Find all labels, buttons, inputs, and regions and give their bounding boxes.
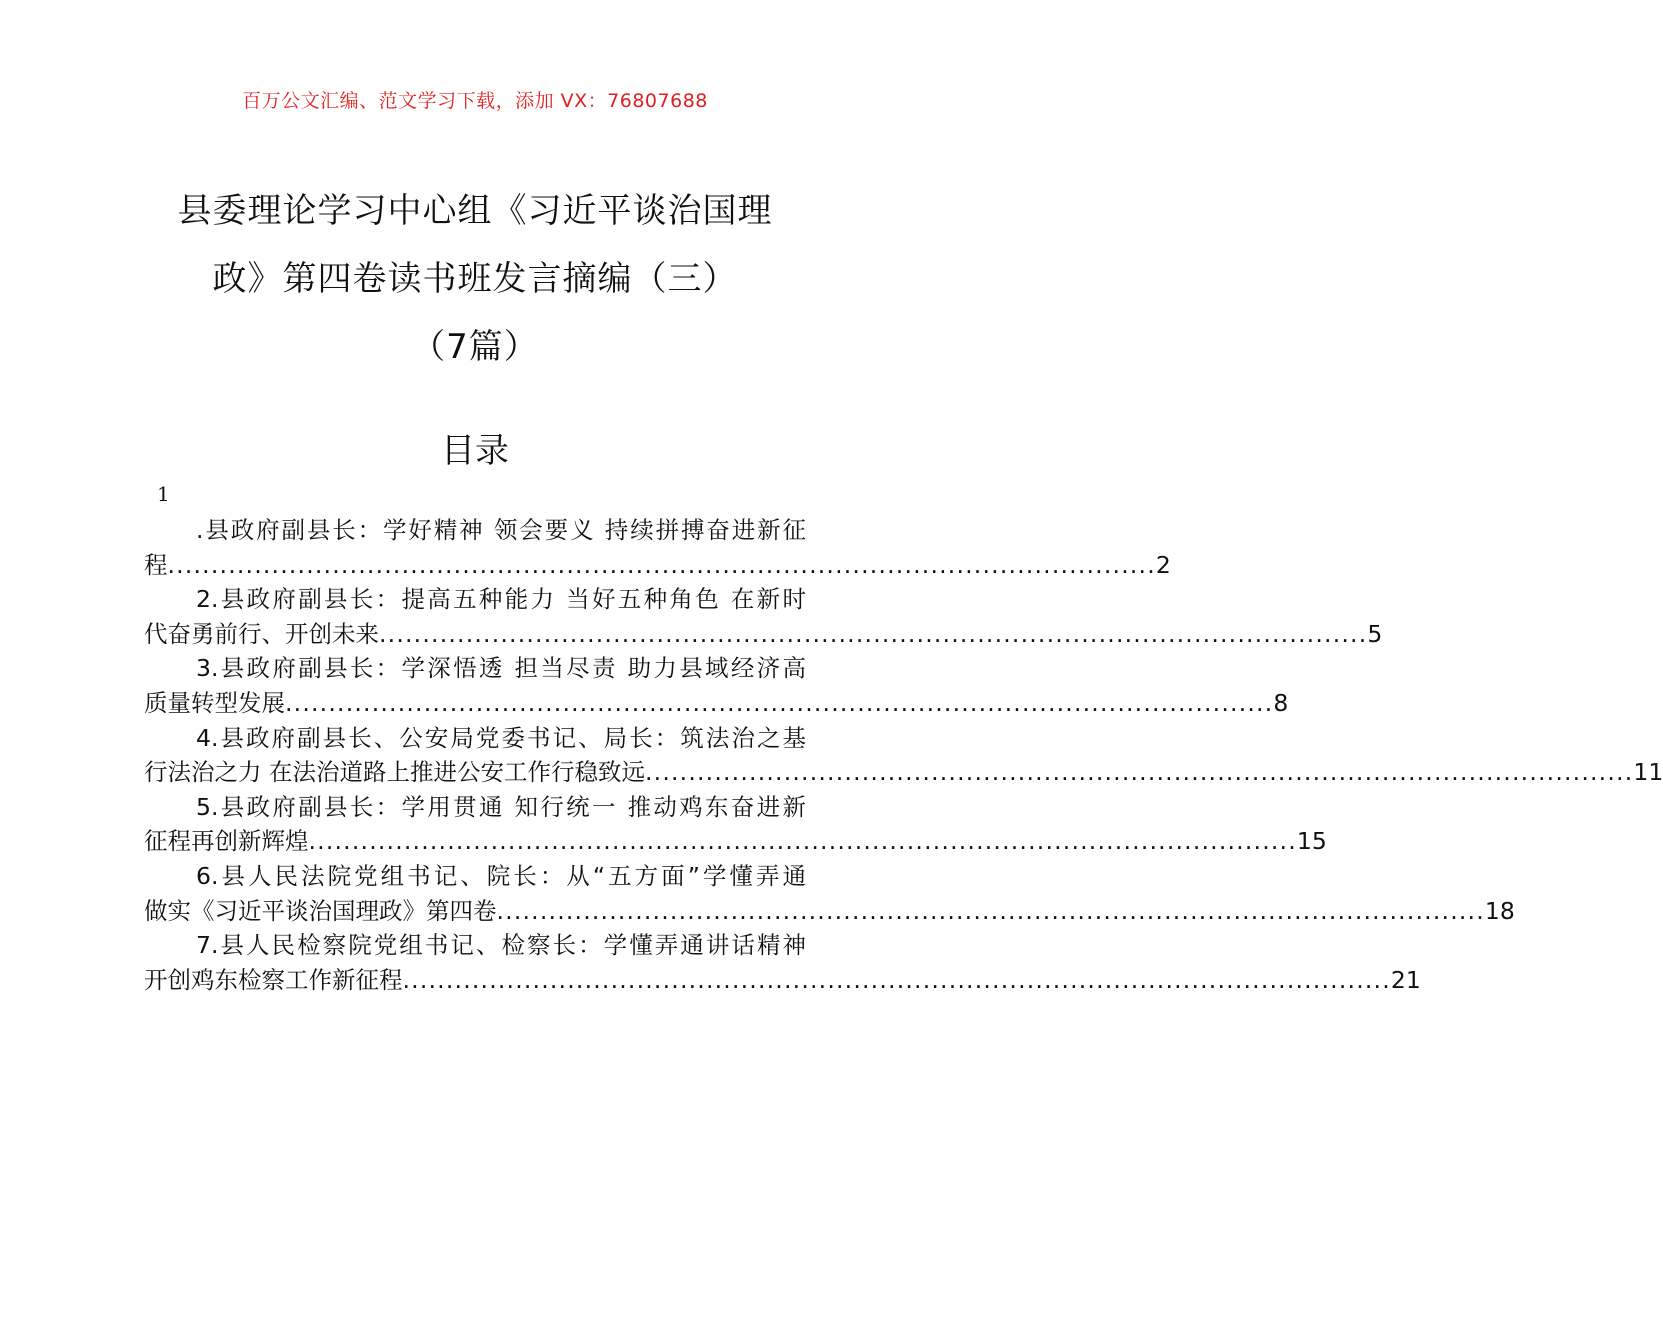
toc-entry-title-cont: 做实《习近平谈治国理政》第四卷 xyxy=(144,896,497,925)
dot-leader: .................................................................................................................. xyxy=(308,827,1297,856)
toc-entry-4[interactable] xyxy=(144,721,1663,790)
toc-page-number: 18 xyxy=(1484,896,1515,925)
toc-entry-continuation xyxy=(144,617,1383,652)
toc-entry-6[interactable] xyxy=(144,859,1515,928)
toc-entry-title: .县政府副县长：学好精神 领会要义 持续拼搏奋进新征 xyxy=(196,516,806,544)
toc-entry-continuation xyxy=(144,548,1171,583)
toc-entry-title: 7.县人民检察院党组书记、检察长：学懂弄通讲话精神 xyxy=(196,931,806,960)
toc-entry-7[interactable] xyxy=(144,928,1421,997)
toc-entry-5[interactable] xyxy=(144,790,1327,859)
toc-entry-title: 6.县人民法院党组书记、院长：从“五方面”学懂弄通 xyxy=(196,861,806,890)
document-title-line-2: 政》第四卷读书班发言摘编（三） xyxy=(212,259,738,299)
toc-entry-title-cont: 质量转型发展 xyxy=(144,688,285,717)
toc-stray-number: 1 xyxy=(157,482,170,506)
toc-entry-3[interactable] xyxy=(144,651,1289,720)
dot-leader: .................................................................................................................. xyxy=(379,619,1368,648)
document-title-line-3: （7篇） xyxy=(411,327,539,367)
toc-entry-continuation xyxy=(144,824,1327,859)
dot-leader: .................................................................................................................. xyxy=(496,896,1485,925)
toc-page-number: 2 xyxy=(1155,550,1171,579)
toc-entry-title-cont: 征程再创新辉煌 xyxy=(144,827,309,856)
toc-entry-title-cont: 代奋勇前行、开创未来 xyxy=(144,619,379,648)
toc-entry-title-cont: 行法治之力 在法治道路上推进公安工作行稳致远 xyxy=(144,758,645,787)
toc-entry-title: 2.县政府副县长：提高五种能力 当好五种角色 在新时 xyxy=(196,585,806,614)
toc-page-number: 21 xyxy=(1390,965,1421,994)
toc-entry-title: 4.县政府副县长、公安局党委书记、局长：筑法治之基 xyxy=(196,723,806,752)
dot-leader: .................................................................................................................. xyxy=(285,688,1274,717)
toc-entry-title: 3.县政府副县长：学深悟透 担当尽责 助力县域经济高 xyxy=(196,654,806,683)
toc-entry-continuation xyxy=(144,755,1663,790)
document-title-line-1: 县委理论学习中心组《习近平谈治国理 xyxy=(177,191,773,231)
toc-entry-title-cont: 开创鸡东检察工作新征程 xyxy=(144,965,403,994)
toc-entry-title-cont: 程 xyxy=(144,550,168,579)
header-watermark-note: 百万公文汇编、范文学习下载，添加 VX：76807688 xyxy=(242,90,708,112)
toc-entry-continuation xyxy=(144,963,1421,998)
table-of-contents xyxy=(144,513,1663,997)
toc-page-number: 11 xyxy=(1633,758,1663,787)
toc-entry-1[interactable] xyxy=(144,513,1171,582)
dot-leader: .................................................................................................................. xyxy=(167,550,1156,579)
dot-leader: .................................................................................................................. xyxy=(402,965,1391,994)
toc-entry-2[interactable] xyxy=(144,582,1383,651)
toc-page-number: 5 xyxy=(1367,619,1383,648)
dot-leader: .................................................................................................................. xyxy=(644,758,1634,787)
toc-entry-continuation xyxy=(144,686,1289,721)
toc-entry-title: 5.县政府副县长：学用贯通 知行统一 推动鸡东奋进新 xyxy=(196,792,806,821)
toc-entry-continuation xyxy=(144,894,1515,929)
toc-heading: 目录 xyxy=(441,431,509,471)
toc-page-number: 15 xyxy=(1296,827,1327,856)
toc-page-number: 8 xyxy=(1273,688,1289,717)
